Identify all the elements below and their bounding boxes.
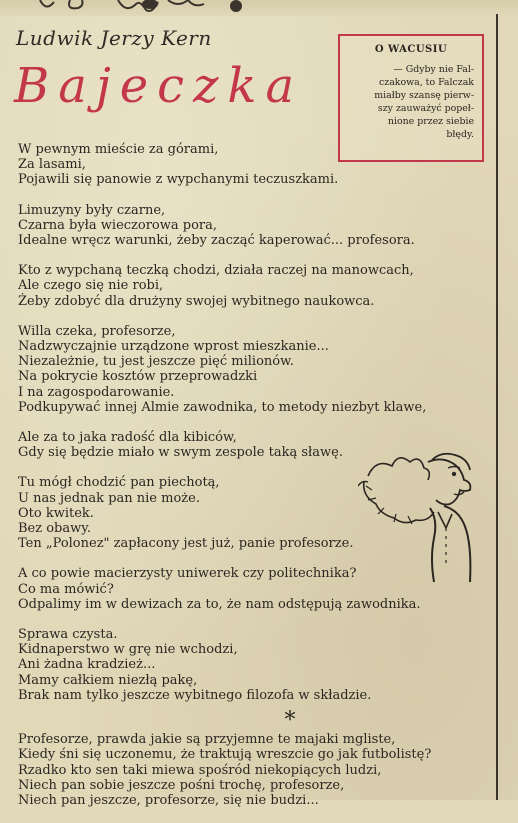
poem-line: I na zagospodarowanie. <box>18 384 175 400</box>
poem-line: Profesorze, prawda jakie są przyjemne te majaki mgliste, <box>18 732 396 748</box>
poem-line: Żeby zdobyć dla drużyny swojej wybitnego naukowca. <box>18 293 375 309</box>
poem-line: Limuzyny były czarne, <box>18 202 166 218</box>
poem-line: Niech pan jeszcze, profesorze, się nie budzi... <box>18 792 319 808</box>
sidebar-heading: O WACUSIU <box>374 44 448 55</box>
poem-line: Nadzwyczajnie urządzone wprost mieszkanie... <box>18 339 329 355</box>
poem-line: Co ma mówić? <box>18 581 114 597</box>
poem-line: Pojawili się panowie z wypchanymi teczuszkami. <box>18 172 339 188</box>
column-rule <box>496 14 498 800</box>
poem-line: Brak nam tylko jeszcze wybitnego filozofa w składzie. <box>18 687 372 703</box>
clipped-top-illustration <box>0 0 518 16</box>
poem-line: Za lasami, <box>18 157 86 173</box>
article-title: Bajeczka <box>14 58 304 114</box>
sidebar-line: miałby szansę pierw- <box>374 90 474 101</box>
poem-line: Tu mógł chodzić pan piechotą, <box>18 475 220 491</box>
caricature-professor-icon <box>358 446 492 586</box>
poem-stanza-2 <box>18 203 492 249</box>
sidebar-line: nione przez siebie <box>387 116 474 127</box>
poem-line: Bez obawy. <box>18 521 92 537</box>
poem-line: Ale za to jaka radość dla kibiców, <box>18 430 237 446</box>
poem-line: Rzadko kto sen taki miewa spośród niekopiących ludzi, <box>18 762 382 778</box>
section-separator-star: * <box>284 708 296 734</box>
poem-line: Mamy całkiem niezłą pakę, <box>18 672 198 688</box>
poem-line: Ale czego się nie robi, <box>18 278 164 294</box>
sidebar-line: szy zauważyć popeł- <box>377 103 474 114</box>
poem-line: Oto kwitek. <box>18 505 94 521</box>
poem-line: Gdy się będzie miało w swym zespole taką sławę. <box>18 445 343 461</box>
poem-final-stanza <box>18 732 492 808</box>
sketch-fragments-icon <box>0 0 518 16</box>
poem-line: Kiedy śni się uczonemu, że traktują wreszcie go jak futbolistę? <box>18 747 432 763</box>
poem-stanza-8 <box>18 627 492 703</box>
poem-stanza-4 <box>18 324 492 415</box>
poem-line: Odpalimy im w dewizach za to, że nam odstępują zawodnika. <box>18 596 421 612</box>
poem-line: A co powie macierzysty uniwerek czy politechnika? <box>18 566 357 582</box>
poem-line: Czarna była wieczorowa pora, <box>18 217 218 233</box>
poem-line: Idealne wręcz warunki, żeby zacząć kaperować... profesora. <box>18 233 415 249</box>
sidebar-line: czakowa, to Falczak <box>379 77 474 88</box>
sidebar-line: — Gdyby nie Fal- <box>393 64 474 75</box>
poem-line: Kto z wypchaną teczką chodzi, działa raczej na manowcach, <box>18 263 414 279</box>
author-name: Ludwik Jerzy Kern <box>16 26 212 50</box>
poem-line: Sprawa czysta. <box>18 627 118 643</box>
poem-line: Willa czeka, profesorze, <box>18 323 176 339</box>
poem-stanza-1 <box>18 142 492 188</box>
poem-stanza-3 <box>18 263 492 309</box>
poem-line: Podkupywać innej Almie zawodnika, to metody niezbyt klawe, <box>18 399 427 415</box>
sidebar-text <box>348 63 474 141</box>
poem-line: U nas jednak pan nie może. <box>18 490 200 506</box>
poem-line: W pewnym mieście za górami, <box>18 142 219 157</box>
poem-line: Kidnaperstwo w grę nie wchodzi, <box>18 642 238 658</box>
poem-line: Ten „Polonez" zapłacony jest już, panie profesorze. <box>18 536 354 552</box>
poem-line: Na pokrycie kosztów przeprowadzki <box>18 369 258 385</box>
sidebar-line: błędy. <box>446 129 474 140</box>
poem-line: Niezależnie, tu jest jeszcze pięć milionów. <box>18 354 294 370</box>
poem-line: Ani żadna kradzież... <box>18 657 156 673</box>
poem-line: Niech pan sobie jeszcze pośni trochę, profesorze, <box>18 777 345 793</box>
